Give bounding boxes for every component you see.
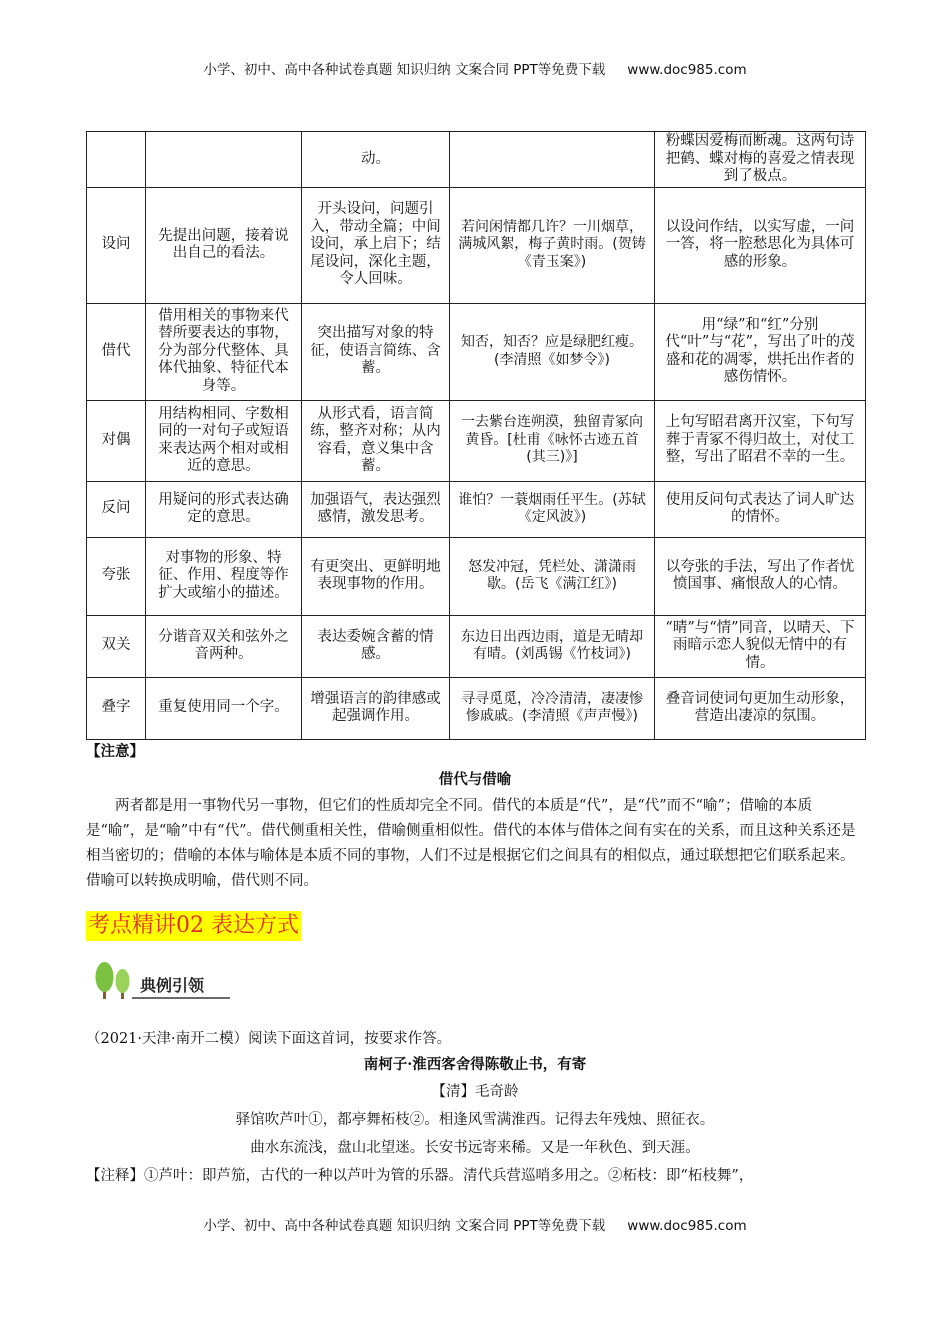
table-cell-analysis: 以夸张的手法，写出了作者忧愤国事、痛恨敌人的心情。 <box>655 537 866 615</box>
poem-line: 曲水东流浅，盘山北望迷。长安书远寄来稀。又是一年秋色、到天涯。 <box>250 1140 700 1156</box>
table-row <box>87 187 866 303</box>
table-cell-example: 怒发冲冠，凭栏处、潇潇雨歇。(岳飞《满江红》) <box>450 537 655 615</box>
page-footer <box>0 1214 950 1234</box>
note-body: 两者都是用一事物代另一事物，但它们的性质却完全不同。借代的本质是“代”，是“代”而不“喻”；借喻的本质是“喻”，是“喻”中有“代”。借代侧重相关性，借喻侧重相似性。借代的本体与借体之间有实在的关系，而且这种关系还是相当密切的；借喻的本体与喻体是本质不同的事物，人们不过是根据它们之间具有的相似点，通过联想把它们联系起来。借喻可以转换成明喻，借代则不同。 <box>86 798 856 889</box>
table-row <box>87 615 866 677</box>
page-header <box>0 58 950 78</box>
table-cell-example: 寻寻觅觅，冷冷清清，凄凄惨惨戚戚。(李清照《声声慢》) <box>450 677 655 739</box>
table-cell-analysis: 粉蝶因爱梅而断魂。这两句诗把鹤、蝶对梅的喜爱之情表现到了极点。 <box>655 132 866 188</box>
table-cell-def: 重复使用同一个字。 <box>146 677 302 739</box>
table-cell-effect: 有更突出、更鲜明地表现事物的作用。 <box>302 537 450 615</box>
table-cell-def: 分谐音双关和弦外之音两种。 <box>146 615 302 677</box>
example-tag-label: 典例引领 <box>140 976 205 995</box>
poem-title: 南柯子·淮西客舍得陈敬止书，有寄 <box>363 1056 587 1073</box>
table-cell-analysis: 叠音词使词句更加生动形象，营造出凄凉的氛围。 <box>655 677 866 739</box>
table-cell-name: 设问 <box>87 187 146 303</box>
table-cell-effect: 从形式看，语言简练，整齐对称；从内容看，意义集中含蓄。 <box>302 400 450 481</box>
rhetoric-table <box>86 131 866 740</box>
table-cell-effect: 开头设问，问题引入，带动全篇；中间设问，承上启下；结尾设问，深化主题，令人回味。 <box>302 187 450 303</box>
table-cell-effect: 增强语言的韵律感或起强调作用。 <box>302 677 450 739</box>
question-intro: （2021·天津·南开二模）阅读下面这首词，按要求作答。 <box>86 1031 452 1047</box>
table-cell-effect: 突出描写对象的特征，使语言简练、含蓄。 <box>302 303 450 400</box>
table-cell-def: 用疑问的形式表达确定的意思。 <box>146 481 302 537</box>
table-cell-def: 对事物的形象、特征、作用、程度等作扩大或缩小的描述。 <box>146 537 302 615</box>
table-cell-example: 知否，知否？应是绿肥红瘦。(李清照《如梦令》) <box>450 303 655 400</box>
table-row <box>87 400 866 481</box>
table-cell-analysis: 上句写昭君离开汉室，下句写葬于青冢不得归故土，对仗工整，写出了昭君不幸的一生。 <box>655 400 866 481</box>
table-cell-analysis: 使用反问句式表达了词人旷达的情怀。 <box>655 481 866 537</box>
table-cell-name: 叠字 <box>87 677 146 739</box>
table-cell-name: 对偶 <box>87 400 146 481</box>
table-cell-example: 若问闲情都几许？一川烟草，满城风絮，梅子黄时雨。(贺铸《青玉案》) <box>450 187 655 303</box>
footer-url[interactable]: www.doc985.com <box>627 1218 747 1234</box>
table-cell-analysis: 用“绿”和“红”分别代“叶”与“花”，写出了叶的茂盛和花的凋零，烘托出作者的感伤情怀。 <box>655 303 866 400</box>
table-cell-name: 反问 <box>87 481 146 537</box>
note-title: 借代与借喻 <box>438 772 512 788</box>
table-cell-name: 借代 <box>87 303 146 400</box>
table-row <box>87 303 866 400</box>
poem-line: 驿馆吹芦叶①，都亭舞柘枝②。相逢风雪满淮西。记得去年残烛、照征衣。 <box>235 1112 715 1128</box>
header-url[interactable]: www.doc985.com <box>627 62 747 78</box>
poem-annotation: 【注释】①芦叶：即芦笳，古代的一种以芦叶为管的乐器。清代兵营巡哨多用之。②柘枝：即“柘枝舞”， <box>86 1168 754 1184</box>
table-cell-def <box>146 132 302 188</box>
table-cell-effect: 加强语气，表达强烈感情，激发思考。 <box>302 481 450 537</box>
poem-author: 【清】毛奇龄 <box>431 1084 519 1100</box>
table-cell-name: 双关 <box>87 615 146 677</box>
table-cell-effect: 动。 <box>302 132 450 188</box>
table-cell-name: 夸张 <box>87 537 146 615</box>
header-text: 小学、初中、高中各种试卷真题 知识归纳 文案合同 PPT等免费下载 <box>203 62 606 78</box>
table-cell-example: 谁怕？一蓑烟雨任平生。(苏轼《定风波》) <box>450 481 655 537</box>
table-cell-example: 东边日出西边雨，道是无晴却有晴。(刘禹锡《竹枝词》) <box>450 615 655 677</box>
table-cell-name <box>87 132 146 188</box>
footer-text: 小学、初中、高中各种试卷真题 知识归纳 文案合同 PPT等免费下载 <box>203 1218 606 1234</box>
table-cell-example <box>450 132 655 188</box>
section-title: 考点精讲02 表达方式 <box>86 911 301 941</box>
table-row <box>87 481 866 537</box>
table-cell-def: 先提出问题，接着说出自己的看法。 <box>146 187 302 303</box>
table-cell-analysis: “晴”与“情”同音，以晴天、下雨暗示恋人貌似无情中的有情。 <box>655 615 866 677</box>
table-cell-def: 借用相关的事物来代替所要表达的事物，分为部分代整体、具体代抽象、特征代本身等。 <box>146 303 302 400</box>
table-cell-analysis: 以设问作结，以实写虚，一问一答，将一腔愁思化为具体可感的形象。 <box>655 187 866 303</box>
table-row <box>87 537 866 615</box>
table-cell-def: 用结构相同、字数相同的一对句子或短语来表达两个相对或相近的意思。 <box>146 400 302 481</box>
table-row <box>87 677 866 739</box>
table-cell-effect: 表达委婉含蓄的情感。 <box>302 615 450 677</box>
table-row <box>87 132 866 188</box>
tag-underline <box>132 997 230 999</box>
note-heading: 【注意】 <box>86 744 144 760</box>
table-cell-example: 一去紫台连朔漠，独留青冢向黄昏。[杜甫《咏怀古迹五首(其三)》] <box>450 400 655 481</box>
